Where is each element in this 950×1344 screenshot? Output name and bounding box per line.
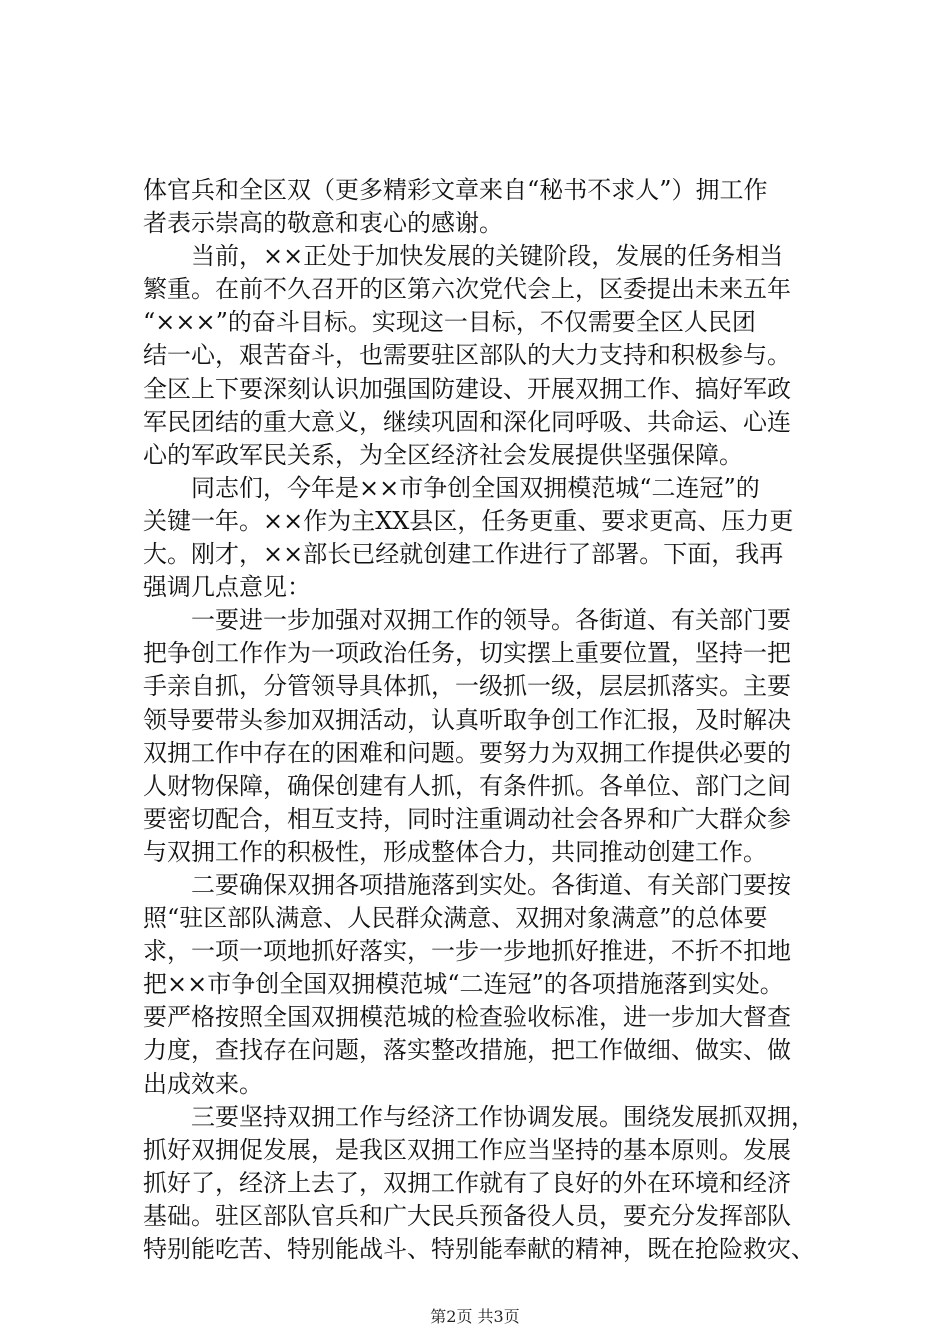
text-line: 基础。驻区部队官兵和广大民兵预备役人员，要充分发挥部队 — [143, 1201, 791, 1230]
text-line: 一要进一步加强对双拥工作的领导。各街道、有关部门要 — [191, 606, 791, 635]
text-line: 抓好双拥促发展，是我区双拥工作应当坚持的基本原则。发展 — [143, 1135, 791, 1164]
text-line: 人财物保障，确保创建有人抓，有条件抓。各单位、部门之间 — [143, 771, 791, 800]
text-line: 要密切配合，相互支持，同时注重调动社会各界和广大群众参 — [143, 804, 791, 833]
text-line: 三要坚持双拥工作与经济工作协调发展。围绕发展抓双拥， — [191, 1102, 815, 1131]
text-line: 把争创工作作为一项政治任务，切实摆上重要位置，坚持一把 — [143, 639, 791, 668]
text-line: 要严格按照全国双拥模范城的检查验收标准，进一步加大督查 — [143, 1003, 791, 1032]
text-line: 特别能吃苦、特别能战斗、特别能奉献的精神，既在抢险救灾、 — [143, 1235, 815, 1263]
text-line: 体官兵和全区双（更多精彩文章来自“秘书不求人”）拥工作 — [143, 176, 768, 204]
text-line: 关键一年。××作为主XX县区，任务更重、要求更高、压力更 — [143, 506, 794, 535]
text-line: 同志们，今年是××市争创全国双拥模范城“二连冠”的 — [191, 473, 760, 502]
text-line: 与双拥工作的积极性，形成整体合力，共同推动创建工作。 — [143, 837, 767, 866]
text-line: 结一心，艰苦奋斗，也需要驻区部队的大力支持和积极参与。 — [143, 341, 791, 370]
text-line: 抓好了，经济上去了，双拥工作就有了良好的外在环境和经济 — [143, 1168, 791, 1197]
text-line: 出成效来。 — [143, 1069, 263, 1098]
text-line: 繁重。在前不久召开的区第六次党代会上，区委提出未来五年 — [143, 275, 791, 304]
text-line: 军民团结的重大意义，继续巩固和深化同呼吸、共命运、心连 — [143, 407, 791, 436]
text-line: 求，一项一项地抓好落实，一步一步地抓好推进，不折不扣地 — [143, 937, 791, 966]
text-line: 当前，××正处于加快发展的关键阶段，发展的任务相当 — [191, 242, 784, 271]
text-line: 全区上下要深刻认识加强国防建设、开展双拥工作、搞好军政 — [143, 374, 791, 403]
text-line: 者表示崇高的敬意和衷心的感谢。 — [143, 209, 503, 238]
page-footer: 第2页 共3页 — [430, 1307, 520, 1326]
text-line: 大。刚才，××部长已经就创建工作进行了部署。下面，我再 — [143, 540, 784, 569]
text-line: 手亲自抓，分管领导具体抓，一级抓一级，层层抓落实。主要 — [143, 672, 791, 701]
text-line: 二要确保双拥各项措施落到实处。各街道、有关部门要按 — [191, 870, 791, 899]
text-line: 照“驻区部队满意、人民群众满意、双拥对象满意”的总体要 — [143, 904, 768, 933]
text-line: “×××”的奋斗目标。实现这一目标，不仅需要全区人民团 — [143, 308, 756, 337]
document-body — [143, 174, 823, 1266]
text-line: 心的军政军民关系，为全区经济社会发展提供坚强保障。 — [143, 440, 743, 469]
text-line: 领导要带头参加双拥活动，认真听取争创工作汇报，及时解决 — [143, 705, 791, 734]
text-line: 强调几点意见： — [143, 573, 311, 602]
text-line: 双拥工作中存在的困难和问题。要努力为双拥工作提供必要的 — [143, 738, 791, 767]
text-line: 把××市争创全国双拥模范城“二连冠”的各项措施落到实处。 — [143, 970, 784, 999]
text-line: 力度，查找存在问题，落实整改措施，把工作做细、做实、做 — [143, 1036, 791, 1065]
